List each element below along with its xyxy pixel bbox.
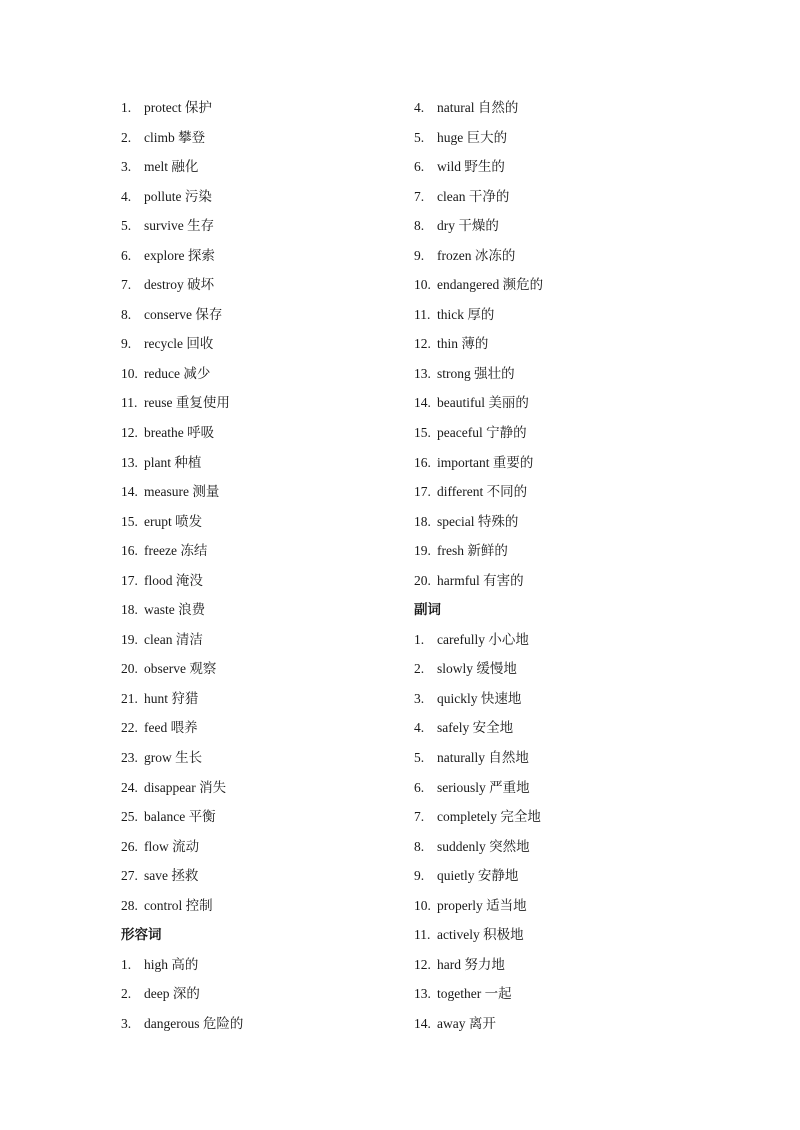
- item-number: 9.: [414, 868, 425, 884]
- vocab-item: [414, 832, 714, 862]
- item-number: 17.: [414, 484, 431, 500]
- item-text: pollute 污染: [144, 188, 212, 204]
- item-text: special 特殊的: [437, 513, 519, 529]
- item-text: survive 生存: [144, 218, 215, 234]
- vocab-item: [121, 654, 391, 684]
- vocab-item: [414, 152, 714, 182]
- item-number: 5.: [414, 750, 425, 766]
- vocab-item: [414, 93, 714, 123]
- item-number: 18.: [121, 602, 138, 618]
- left-column: [121, 93, 391, 1039]
- item-number: 12.: [121, 425, 138, 441]
- item-number: 16.: [414, 454, 431, 470]
- item-text: completely 完全地: [437, 809, 541, 825]
- vocab-item: [414, 920, 714, 950]
- vocab-item: [121, 832, 391, 862]
- vocab-item: [121, 241, 391, 271]
- item-text: explore 探索: [144, 247, 215, 263]
- vocab-item: [414, 713, 714, 743]
- vocab-item: [414, 388, 714, 418]
- vocab-item: [121, 536, 391, 566]
- vocab-item: [121, 418, 391, 448]
- vocab-item: [414, 123, 714, 153]
- item-number: 10.: [414, 277, 431, 293]
- item-text: frozen 冰冻的: [437, 247, 516, 263]
- item-text: conserve 保存: [144, 306, 223, 322]
- vocab-item: [414, 684, 714, 714]
- item-number: 7.: [414, 809, 425, 825]
- item-text: hard 努力地: [437, 956, 505, 972]
- item-number: 24.: [121, 779, 138, 795]
- item-text: flood 淹没: [144, 572, 203, 588]
- item-number: 11.: [414, 306, 431, 322]
- item-text: natural 自然的: [437, 100, 519, 115]
- item-text: quickly 快速地: [437, 690, 522, 706]
- vocab-item: [414, 861, 714, 891]
- vocab-item: [121, 713, 391, 743]
- item-number: 4.: [414, 100, 425, 115]
- item-number: 7.: [414, 188, 425, 204]
- item-number: 7.: [121, 277, 132, 293]
- item-text: peaceful 宁静的: [437, 425, 527, 441]
- item-number: 19.: [121, 631, 138, 647]
- vocab-item: [414, 1009, 714, 1039]
- item-text: away 离开: [437, 1015, 496, 1031]
- vocab-item: [414, 507, 714, 537]
- vocab-item: [414, 773, 714, 803]
- vocab-item: [414, 891, 714, 921]
- vocab-item: [121, 329, 391, 359]
- item-text: destroy 破坏: [144, 277, 215, 293]
- vocab-item: [121, 300, 391, 330]
- item-text: safely 安全地: [437, 720, 514, 736]
- item-number: 26.: [121, 838, 138, 854]
- vocab-item: [121, 684, 391, 714]
- item-number: 3.: [121, 1015, 132, 1031]
- item-text: melt 融化: [144, 159, 199, 175]
- vocab-item: [121, 211, 391, 241]
- item-text: high 高的: [144, 956, 199, 972]
- vocab-item: [414, 802, 714, 832]
- item-number: 18.: [414, 513, 431, 529]
- item-number: 13.: [414, 986, 431, 1002]
- item-text: measure 测量: [144, 484, 220, 500]
- item-text: dry 干燥的: [437, 218, 499, 234]
- item-text: thick 厚的: [437, 306, 495, 322]
- vocab-item: [121, 950, 391, 980]
- adjective-list: [121, 950, 391, 1039]
- item-number: 13.: [121, 454, 138, 470]
- item-number: 5.: [121, 218, 132, 234]
- vocab-item: [414, 979, 714, 1009]
- item-text: save 拯救: [144, 868, 199, 884]
- vocab-item: [121, 270, 391, 300]
- vocab-item: [414, 418, 714, 448]
- item-text: protect 保护: [144, 100, 212, 115]
- item-number: 10.: [414, 897, 431, 913]
- item-text: together 一起: [437, 986, 512, 1002]
- item-text: grow 生长: [144, 750, 203, 766]
- item-number: 16.: [121, 543, 138, 559]
- vocab-item: [121, 93, 391, 123]
- vocab-item: [121, 891, 391, 921]
- item-text: recycle 回收: [144, 336, 214, 352]
- vocab-item: [121, 625, 391, 655]
- item-number: 12.: [414, 336, 431, 352]
- item-text: properly 适当地: [437, 897, 527, 913]
- vocab-item: [121, 743, 391, 773]
- item-number: 9.: [121, 336, 132, 352]
- item-number: 2.: [121, 129, 132, 145]
- right-column: [414, 93, 714, 1039]
- item-number: 1.: [121, 100, 132, 115]
- item-number: 21.: [121, 690, 138, 706]
- item-number: 10.: [121, 365, 138, 381]
- verb-list: [121, 93, 391, 920]
- item-number: 8.: [414, 218, 425, 234]
- section-heading-adjectives: 形容词: [121, 927, 162, 943]
- vocab-item: [414, 300, 714, 330]
- item-number: 22.: [121, 720, 138, 736]
- item-number: 15.: [121, 513, 138, 529]
- item-text: clean 干净的: [437, 188, 510, 204]
- vocab-item: [121, 182, 391, 212]
- vocab-item: [414, 950, 714, 980]
- vocab-item: [414, 359, 714, 389]
- item-text: actively 积极地: [437, 927, 524, 943]
- vocab-item: [414, 477, 714, 507]
- vocab-item: [414, 182, 714, 212]
- item-text: freeze 冻结: [144, 543, 208, 559]
- item-text: breathe 呼吸: [144, 425, 215, 441]
- item-number: 12.: [414, 956, 431, 972]
- item-number: 19.: [414, 543, 431, 559]
- item-number: 2.: [121, 986, 132, 1002]
- item-text: seriously 严重地: [437, 779, 530, 795]
- item-text: reduce 减少: [144, 365, 211, 381]
- vocab-item: [414, 270, 714, 300]
- item-text: control 控制: [144, 897, 213, 913]
- item-text: reuse 重复使用: [144, 395, 230, 411]
- item-number: 6.: [121, 247, 132, 263]
- vocab-item: [121, 1009, 391, 1039]
- item-number: 3.: [121, 159, 132, 175]
- vocab-item: [414, 448, 714, 478]
- item-number: 11.: [121, 395, 138, 411]
- vocab-item: [414, 743, 714, 773]
- vocab-item: [121, 152, 391, 182]
- item-text: clean 清洁: [144, 631, 203, 647]
- item-text: flow 流动: [144, 838, 200, 854]
- vocab-item: [414, 566, 714, 596]
- item-number: 17.: [121, 572, 138, 588]
- item-text: slowly 缓慢地: [437, 661, 517, 677]
- section-heading-adverbs: 副词: [414, 602, 441, 618]
- item-text: beautiful 美丽的: [437, 395, 529, 411]
- item-text: naturally 自然地: [437, 750, 529, 766]
- item-number: 5.: [414, 129, 425, 145]
- item-text: observe 观察: [144, 661, 217, 677]
- vocab-item: [121, 448, 391, 478]
- vocab-item: [414, 241, 714, 271]
- vocab-item: [121, 123, 391, 153]
- item-text: quietly 安静地: [437, 868, 519, 884]
- item-number: 23.: [121, 750, 138, 766]
- item-text: climb 攀登: [144, 129, 206, 145]
- vocab-item: [121, 507, 391, 537]
- item-text: hunt 狩猎: [144, 690, 199, 706]
- vocab-item: [414, 211, 714, 241]
- item-text: disappear 消失: [144, 779, 227, 795]
- vocab-item: [414, 625, 714, 655]
- item-number: 13.: [414, 365, 431, 381]
- item-text: fresh 新鲜的: [437, 543, 508, 559]
- vocab-item: [414, 654, 714, 684]
- vocab-item: [121, 861, 391, 891]
- item-text: endangered 濒危的: [437, 277, 544, 293]
- item-number: 2.: [414, 661, 425, 677]
- item-number: 28.: [121, 897, 138, 913]
- item-text: huge 巨大的: [437, 129, 508, 145]
- item-number: 8.: [121, 306, 132, 322]
- item-text: suddenly 突然地: [437, 838, 530, 854]
- adverb-list: [414, 625, 714, 1039]
- item-number: 20.: [121, 661, 138, 677]
- vocab-item: [121, 773, 391, 803]
- item-number: 14.: [121, 484, 138, 500]
- item-text: important 重要的: [437, 454, 534, 470]
- vocab-item: [121, 979, 391, 1009]
- item-number: 20.: [414, 572, 431, 588]
- vocab-item: [121, 595, 391, 625]
- vocab-item: [121, 359, 391, 389]
- item-number: 1.: [414, 631, 425, 647]
- vocab-item: [121, 802, 391, 832]
- vocab-item: [414, 329, 714, 359]
- item-text: dangerous 危险的: [144, 1015, 244, 1031]
- item-number: 6.: [414, 159, 425, 175]
- item-number: 15.: [414, 425, 431, 441]
- item-text: plant 种植: [144, 454, 202, 470]
- item-text: thin 薄的: [437, 336, 489, 352]
- item-text: erupt 喷发: [144, 513, 203, 529]
- item-number: 3.: [414, 690, 425, 706]
- item-number: 8.: [414, 838, 425, 854]
- item-text: carefully 小心地: [437, 631, 529, 647]
- item-number: 14.: [414, 1015, 431, 1031]
- item-text: strong 强壮的: [437, 365, 515, 381]
- item-text: different 不同的: [437, 484, 528, 500]
- vocab-item: [414, 536, 714, 566]
- item-text: wild 野生的: [437, 159, 505, 175]
- item-number: 4.: [121, 188, 132, 204]
- item-number: 9.: [414, 247, 425, 263]
- item-number: 25.: [121, 809, 138, 825]
- item-number: 11.: [414, 927, 431, 943]
- item-text: balance 平衡: [144, 809, 216, 825]
- item-number: 4.: [414, 720, 425, 736]
- vocab-item: [121, 477, 391, 507]
- item-number: 6.: [414, 779, 425, 795]
- item-text: deep 深的: [144, 986, 200, 1002]
- item-text: waste 浪费: [144, 602, 206, 618]
- item-number: 27.: [121, 868, 138, 884]
- vocab-item: [121, 566, 391, 596]
- item-text: harmful 有害的: [437, 572, 524, 588]
- item-text: feed 喂养: [144, 720, 198, 736]
- adjective-list-continued: [414, 93, 714, 595]
- vocab-item: [121, 388, 391, 418]
- item-number: 14.: [414, 395, 431, 411]
- item-number: 1.: [121, 956, 132, 972]
